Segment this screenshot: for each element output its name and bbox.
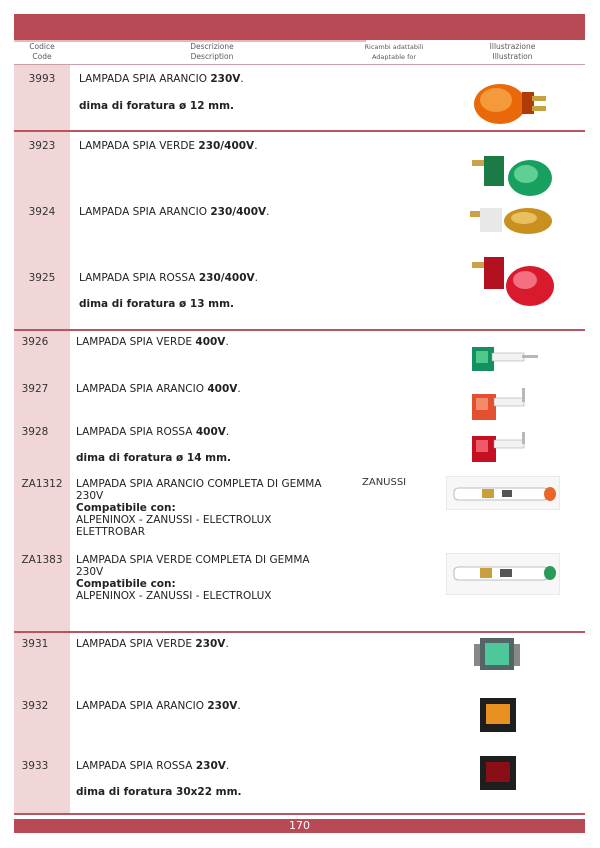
item-description: LAMPADA SPIA VERDE 400V. (76, 336, 229, 348)
header-description (72, 42, 352, 64)
drilling-template: dima di foratura 30x22 mm. (76, 786, 242, 798)
item-code: 3993 (28, 73, 56, 85)
drilling-template: dima di foratura ø 14 mm. (76, 452, 232, 464)
desc-line: 230V (76, 490, 104, 502)
item-description: LAMPADA SPIA ARANCIO 230/400V. (79, 206, 270, 218)
header-code (14, 42, 70, 64)
header-illustration (440, 42, 585, 64)
header-code-en: Code (32, 52, 52, 61)
desc-line: 230V (76, 566, 104, 578)
item-description: LAMPADA SPIA VERDE 230/400V. (79, 140, 258, 152)
amber-lamp-image (470, 205, 554, 235)
item-description: LAMPADA SPIA ARANCIO 400V. (76, 383, 241, 395)
item-description: LAMPADA SPIA VERDE 230V. (76, 638, 229, 650)
drilling-template: dima di foratura ø 12 mm. (79, 100, 235, 112)
compat-label: Compatibile con: (76, 578, 176, 590)
item-description: LAMPADA SPIA ROSSA 230/400V. (79, 272, 258, 284)
item-description-za1312 (76, 478, 356, 538)
orange-rocker-lamp-image (476, 696, 520, 736)
header-ill-en: Illustration (492, 52, 533, 61)
item-code: 3927 (21, 383, 49, 395)
header-fit-en: Adaptable for (371, 53, 417, 61)
item-description: LAMPADA SPIA ROSSA 400V. (76, 426, 230, 438)
item-description: LAMPADA SPIA ROSSA 230V. (76, 760, 230, 772)
green-rocker-lamp-image (472, 636, 522, 676)
header-code-it: Codice (29, 42, 55, 51)
header-ill-it: Illustrazione (489, 42, 536, 51)
item-description: LAMPADA SPIA ARANCIO 230V. (76, 700, 241, 712)
compat-list: ALPENINOX - ZANUSSI - ELECTROLUX (76, 514, 272, 526)
red-lamp-image (470, 252, 556, 308)
item-code: ZA1383 (21, 554, 63, 566)
top-banner (14, 14, 585, 40)
desc-line: LAMPADA SPIA ARANCIO COMPLETA DI GEMMA (76, 478, 322, 490)
item-code: 3924 (28, 206, 56, 218)
red-rocker-lamp-image (476, 754, 520, 794)
item-code: 3928 (21, 426, 49, 438)
header-desc-it: Descrizione (190, 42, 234, 51)
page-number: 170 (14, 819, 585, 833)
header-fit-it: Ricambi adattabili (364, 43, 424, 51)
code-column (14, 132, 70, 330)
brand-fit: ZANUSSI (362, 477, 407, 488)
item-code: 3925 (28, 272, 56, 284)
compat-list: ELETTROBAR (76, 526, 146, 538)
compat-label: Compatibile con: (76, 502, 176, 514)
compat-list: ALPENINOX - ZANUSSI - ELECTROLUX (76, 590, 272, 602)
orange-square-lamp-image (470, 386, 540, 426)
item-description: LAMPADA SPIA ARANCIO 230V. (79, 73, 244, 85)
desc-line: LAMPADA SPIA VERDE COMPLETA DI GEMMA (76, 554, 310, 566)
item-description-za1383 (76, 554, 356, 602)
item-code: 3926 (21, 336, 49, 348)
item-code: ZA1312 (21, 478, 63, 490)
header-desc-en: Description (190, 52, 234, 61)
code-column (14, 633, 70, 814)
item-code: 3923 (28, 140, 56, 152)
item-code: 3932 (21, 700, 49, 712)
za1312-lamp-image (446, 476, 560, 510)
drilling-template: dima di foratura ø 13 mm. (79, 298, 235, 310)
za1383-lamp-image (446, 553, 560, 595)
item-code: 3931 (21, 638, 49, 650)
green-square-lamp-image (470, 343, 540, 379)
header-adaptable (350, 42, 438, 64)
item-code: 3933 (21, 760, 49, 772)
orange-lamp-image (470, 78, 550, 126)
green-lamp-image (470, 152, 554, 198)
group-separator (14, 813, 585, 815)
red-square-lamp-image (470, 428, 540, 468)
